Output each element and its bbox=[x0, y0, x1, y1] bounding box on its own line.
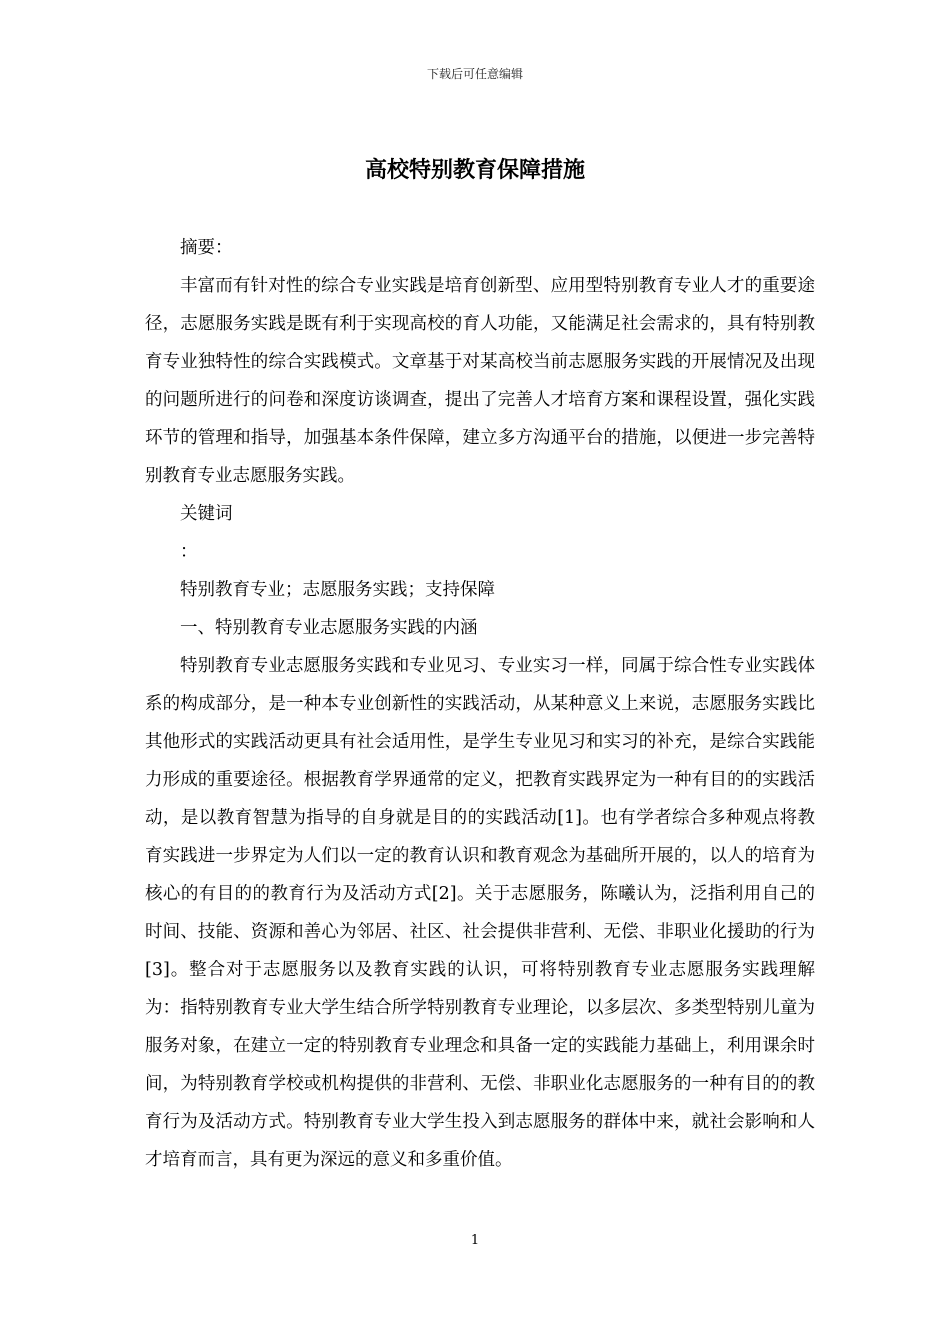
keywords-colon: ： bbox=[180, 542, 198, 562]
abstract-label: 摘要： bbox=[180, 238, 233, 258]
keywords-label: 关键词 bbox=[180, 504, 233, 524]
page-number: 1 bbox=[470, 1233, 480, 1248]
abstract-paragraph: 丰富而有针对性的综合专业实践是培育创新型、应用型特别教育专业人才的重要途径，志愿服务实践是既有利于实现高校的育人功能，又能满足社会需求的，具有特别教育专业独特性的综合实践模式。文章基于对某高校当前志愿服务实践的开展情况及出现的问题所进行的问卷和深度访谈调查，提出了完善人才培育方案和课程设置，强化实践环节的管理和指导，加强基本条件保障，建立多方沟通平台的措施，以便进一步完善特别教育专业志愿服务实践。 bbox=[145, 276, 815, 486]
document-title: 高校特别教育保障措施 bbox=[364, 157, 585, 183]
page-header-note: 下载后可任意编辑 bbox=[426, 67, 523, 81]
section-paragraph: 特别教育专业志愿服务实践和专业见习、专业实习一样，同属于综合性专业实践体系的构成部分，是一种本专业创新性的实践活动，从某种意义上来说，志愿服务实践比其他形式的实践活动更具有社会适用性，是学生专业见习和实习的补充，是综合实践能力形成的重要途径。根据教育学界通常的定义，把教育实践界定为一种有目的的实践活动，是以教育智慧为指导的自身就是目的的实践活动[1]。也有学者综合多种观点将教育实践进一步界定为人们以一定的教育认识和教育观念为基础所开展的，以人的培育为核心的有目的的教育行为及活动方式[2]。关于志愿服务，陈曦认为，泛指利用自己的时间、技能、资源和善心为邻居、社区、社会提供非营利、无偿、非职业化援助的行为[3]。整合对于志愿服务以及教育实践的认识，可将特别教育专业志愿服务实践理解为：指特别教育专业大学生结合所学特别教育专业理论，以多层次、多类型特别儿童为服务对象，在建立一定的特别教育专业理念和具备一定的实践能力基础上，利用课余时间，为特别教育学校或机构提供的非营利、无偿、非职业化志愿服务的一种有目的的教育行为及活动方式。特别教育专业大学生投入到志愿服务的群体中来，就社会影响和人才培育而言，具有更为深远的意义和多重价值。 bbox=[145, 656, 815, 1170]
keywords-text: 特别教育专业；志愿服务实践；支持保障 bbox=[180, 580, 495, 600]
section-heading: 一、特别教育专业志愿服务实践的内涵 bbox=[180, 618, 478, 638]
document-body bbox=[145, 229, 815, 1179]
